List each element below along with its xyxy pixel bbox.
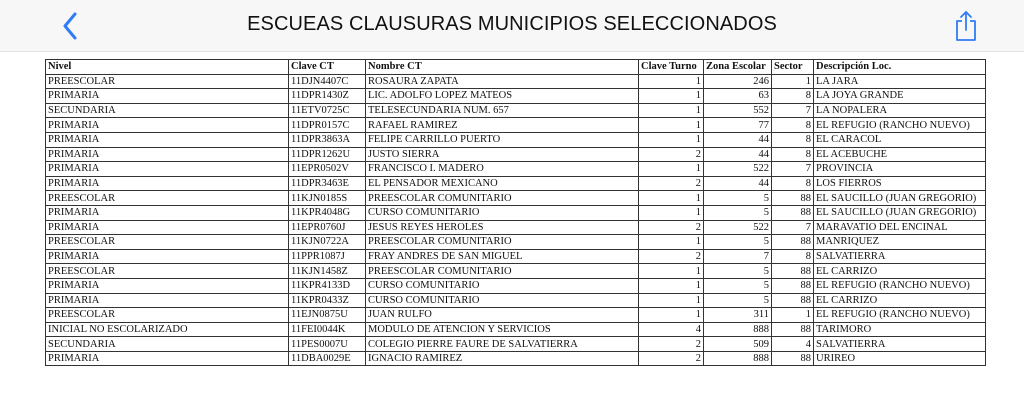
clave-turno-cell: 4 bbox=[639, 322, 704, 337]
table-row bbox=[46, 89, 986, 104]
column-header-zona-escolar: Zona Escolar bbox=[704, 60, 772, 75]
nivel-cell: PREESCOLAR bbox=[46, 264, 289, 279]
sector-cell: 88 bbox=[772, 205, 814, 220]
sector-cell: 1 bbox=[772, 308, 814, 323]
descripcion-loc-cell: SALVATIERRA bbox=[814, 337, 986, 352]
descripcion-loc-cell: EL REFUGIO (RANCHO NUEVO) bbox=[814, 118, 986, 133]
sector-cell: 7 bbox=[772, 162, 814, 177]
nivel-cell: PREESCOLAR bbox=[46, 74, 289, 89]
zona-escolar-cell: 44 bbox=[704, 147, 772, 162]
sector-cell: 8 bbox=[772, 176, 814, 191]
nivel-cell: PRIMARIA bbox=[46, 220, 289, 235]
sector-cell: 8 bbox=[772, 249, 814, 264]
table-row bbox=[46, 191, 986, 206]
clave-turno-cell: 2 bbox=[639, 351, 704, 366]
nivel-cell: PREESCOLAR bbox=[46, 191, 289, 206]
clave-turno-cell: 1 bbox=[639, 278, 704, 293]
zona-escolar-cell: 5 bbox=[704, 278, 772, 293]
table-body bbox=[46, 74, 986, 366]
column-header-sector: Sector bbox=[772, 60, 814, 75]
nivel-cell: PRIMARIA bbox=[46, 162, 289, 177]
nivel-cell: INICIAL NO ESCOLARIZADO bbox=[46, 322, 289, 337]
clave-turno-cell: 2 bbox=[639, 220, 704, 235]
table-header-row bbox=[46, 60, 986, 75]
descripcion-loc-cell: LA JOYA GRANDE bbox=[814, 89, 986, 104]
nombre-ct-cell: JUSTO SIERRA bbox=[366, 147, 639, 162]
zona-escolar-cell: 5 bbox=[704, 205, 772, 220]
nivel-cell: PREESCOLAR bbox=[46, 308, 289, 323]
clave-ct-cell: 11DBA0029E bbox=[289, 351, 366, 366]
zona-escolar-cell: 552 bbox=[704, 103, 772, 118]
nivel-cell: PRIMARIA bbox=[46, 351, 289, 366]
zona-escolar-cell: 522 bbox=[704, 220, 772, 235]
clave-turno-cell: 1 bbox=[639, 308, 704, 323]
column-header-descripcion-loc: Descripción Loc. bbox=[814, 60, 986, 75]
clave-ct-cell: 11DPR3863A bbox=[289, 132, 366, 147]
clave-ct-cell: 11EJN0875U bbox=[289, 308, 366, 323]
zona-escolar-cell: 5 bbox=[704, 293, 772, 308]
clave-ct-cell: 11DPR1430Z bbox=[289, 89, 366, 104]
clave-turno-cell: 1 bbox=[639, 132, 704, 147]
nombre-ct-cell: FELIPE CARRILLO PUERTO bbox=[366, 132, 639, 147]
sector-cell: 7 bbox=[772, 220, 814, 235]
table-row bbox=[46, 205, 986, 220]
page-title: ESCUEAS CLAUSURAS MUNICIPIOS SELECCIONADOS bbox=[247, 13, 777, 35]
sector-cell: 88 bbox=[772, 264, 814, 279]
zona-escolar-cell: 5 bbox=[704, 264, 772, 279]
descripcion-loc-cell: URIREO bbox=[814, 351, 986, 366]
clave-turno-cell: 2 bbox=[639, 147, 704, 162]
descripcion-loc-cell: LOS FIERROS bbox=[814, 176, 986, 191]
clave-ct-cell: 11KJN0185S bbox=[289, 191, 366, 206]
clave-turno-cell: 1 bbox=[639, 235, 704, 250]
zona-escolar-cell: 888 bbox=[704, 351, 772, 366]
descripcion-loc-cell: EL CARRIZO bbox=[814, 293, 986, 308]
clave-ct-cell: 11KPR4048G bbox=[289, 205, 366, 220]
descripcion-loc-cell: MARAVATIO DEL ENCINAL bbox=[814, 220, 986, 235]
sector-cell: 8 bbox=[772, 118, 814, 133]
zona-escolar-cell: 246 bbox=[704, 74, 772, 89]
table-row bbox=[46, 351, 986, 366]
nombre-ct-cell: FRANCISCO I. MADERO bbox=[366, 162, 639, 177]
clave-turno-cell: 1 bbox=[639, 191, 704, 206]
descripcion-loc-cell: EL CARACOL bbox=[814, 132, 986, 147]
clave-turno-cell: 1 bbox=[639, 74, 704, 89]
clave-turno-cell: 2 bbox=[639, 176, 704, 191]
table-row bbox=[46, 74, 986, 89]
nivel-cell: PRIMARIA bbox=[46, 278, 289, 293]
nivel-cell: SECUNDARIA bbox=[46, 103, 289, 118]
table-row bbox=[46, 132, 986, 147]
zona-escolar-cell: 5 bbox=[704, 191, 772, 206]
nivel-cell: PRIMARIA bbox=[46, 89, 289, 104]
zona-escolar-cell: 63 bbox=[704, 89, 772, 104]
table-row bbox=[46, 162, 986, 177]
clave-ct-cell: 11FEI0044K bbox=[289, 322, 366, 337]
clave-turno-cell: 1 bbox=[639, 118, 704, 133]
sector-cell: 88 bbox=[772, 278, 814, 293]
table-row bbox=[46, 235, 986, 250]
nombre-ct-cell: CURSO COMUNITARIO bbox=[366, 293, 639, 308]
table-row bbox=[46, 147, 986, 162]
table-row bbox=[46, 220, 986, 235]
sector-cell: 88 bbox=[772, 351, 814, 366]
share-button[interactable] bbox=[951, 9, 981, 43]
clave-ct-cell: 11KJN1458Z bbox=[289, 264, 366, 279]
sector-cell: 4 bbox=[772, 337, 814, 352]
clave-ct-cell: 11KJN0722A bbox=[289, 235, 366, 250]
sector-cell: 7 bbox=[772, 103, 814, 118]
column-header-nivel: Nivel bbox=[46, 60, 289, 75]
clave-ct-cell: 11KPR4133D bbox=[289, 278, 366, 293]
sector-cell: 88 bbox=[772, 293, 814, 308]
zona-escolar-cell: 5 bbox=[704, 235, 772, 250]
column-header-clave-ct: Clave CT bbox=[289, 60, 366, 75]
nombre-ct-cell: EL PENSADOR MEXICANO bbox=[366, 176, 639, 191]
table-row bbox=[46, 322, 986, 337]
nombre-ct-cell: JUAN RULFO bbox=[366, 308, 639, 323]
nombre-ct-cell: MODULO DE ATENCION Y SERVICIOS bbox=[366, 322, 639, 337]
descripcion-loc-cell: EL REFUGIO (RANCHO NUEVO) bbox=[814, 278, 986, 293]
nombre-ct-cell: IGNACIO RAMIREZ bbox=[366, 351, 639, 366]
nombre-ct-cell: FRAY ANDRES DE SAN MIGUEL bbox=[366, 249, 639, 264]
schools-table bbox=[45, 59, 986, 366]
nombre-ct-cell: COLEGIO PIERRE FAURE DE SALVATIERRA bbox=[366, 337, 639, 352]
clave-ct-cell: 11ETV0725C bbox=[289, 103, 366, 118]
zona-escolar-cell: 311 bbox=[704, 308, 772, 323]
descripcion-loc-cell: TARIMORO bbox=[814, 322, 986, 337]
column-header-clave-turno: Clave Turno bbox=[639, 60, 704, 75]
zona-escolar-cell: 44 bbox=[704, 176, 772, 191]
nombre-ct-cell: CURSO COMUNITARIO bbox=[366, 205, 639, 220]
zona-escolar-cell: 7 bbox=[704, 249, 772, 264]
nivel-cell: PRIMARIA bbox=[46, 249, 289, 264]
sector-cell: 8 bbox=[772, 147, 814, 162]
clave-turno-cell: 1 bbox=[639, 205, 704, 220]
descripcion-loc-cell: SALVATIERRA bbox=[814, 249, 986, 264]
zona-escolar-cell: 888 bbox=[704, 322, 772, 337]
table-row bbox=[46, 293, 986, 308]
clave-ct-cell: 11PPR1087J bbox=[289, 249, 366, 264]
table-row bbox=[46, 337, 986, 352]
table-row bbox=[46, 103, 986, 118]
clave-ct-cell: 11EPR0760J bbox=[289, 220, 366, 235]
nivel-cell: PREESCOLAR bbox=[46, 235, 289, 250]
descripcion-loc-cell: MANRIQUEZ bbox=[814, 235, 986, 250]
sector-cell: 1 bbox=[772, 74, 814, 89]
descripcion-loc-cell: EL ACEBUCHE bbox=[814, 147, 986, 162]
nivel-cell: PRIMARIA bbox=[46, 147, 289, 162]
nivel-cell: PRIMARIA bbox=[46, 118, 289, 133]
descripcion-loc-cell: EL SAUCILLO (JUAN GREGORIO) bbox=[814, 191, 986, 206]
nivel-cell: PRIMARIA bbox=[46, 205, 289, 220]
nombre-ct-cell: CURSO COMUNITARIO bbox=[366, 278, 639, 293]
nombre-ct-cell: LIC. ADOLFO LOPEZ MATEOS bbox=[366, 89, 639, 104]
sector-cell: 88 bbox=[772, 322, 814, 337]
zona-escolar-cell: 522 bbox=[704, 162, 772, 177]
clave-ct-cell: 11KPR0433Z bbox=[289, 293, 366, 308]
zona-escolar-cell: 77 bbox=[704, 118, 772, 133]
column-header-nombre-ct: Nombre CT bbox=[366, 60, 639, 75]
descripcion-loc-cell: EL CARRIZO bbox=[814, 264, 986, 279]
table-row bbox=[46, 176, 986, 191]
nombre-ct-cell: PREESCOLAR COMUNITARIO bbox=[366, 191, 639, 206]
descripcion-loc-cell: LA JARA bbox=[814, 74, 986, 89]
nivel-cell: SECUNDARIA bbox=[46, 337, 289, 352]
clave-ct-cell: 11DPR0157C bbox=[289, 118, 366, 133]
clave-turno-cell: 1 bbox=[639, 103, 704, 118]
table-row bbox=[46, 264, 986, 279]
clave-ct-cell: 11DPR1262U bbox=[289, 147, 366, 162]
clave-turno-cell: 1 bbox=[639, 293, 704, 308]
nivel-cell: PRIMARIA bbox=[46, 132, 289, 147]
sector-cell: 8 bbox=[772, 132, 814, 147]
table-row bbox=[46, 278, 986, 293]
sector-cell: 88 bbox=[772, 235, 814, 250]
descripcion-loc-cell: LA NOPALERA bbox=[814, 103, 986, 118]
nombre-ct-cell: TELESECUNDARIA NUM. 657 bbox=[366, 103, 639, 118]
clave-turno-cell: 1 bbox=[639, 162, 704, 177]
clave-turno-cell: 2 bbox=[639, 337, 704, 352]
table-row bbox=[46, 249, 986, 264]
clave-ct-cell: 11DPR3463E bbox=[289, 176, 366, 191]
document-view[interactable] bbox=[45, 59, 985, 366]
sector-cell: 8 bbox=[772, 89, 814, 104]
zona-escolar-cell: 509 bbox=[704, 337, 772, 352]
share-icon bbox=[954, 10, 978, 42]
clave-ct-cell: 11DJN4407C bbox=[289, 74, 366, 89]
nombre-ct-cell: PREESCOLAR COMUNITARIO bbox=[366, 264, 639, 279]
clave-turno-cell: 2 bbox=[639, 249, 704, 264]
clave-ct-cell: 11PES0007U bbox=[289, 337, 366, 352]
clave-turno-cell: 1 bbox=[639, 264, 704, 279]
descripcion-loc-cell: PROVINCIA bbox=[814, 162, 986, 177]
nombre-ct-cell: RAFAEL RAMIREZ bbox=[366, 118, 639, 133]
descripcion-loc-cell: EL REFUGIO (RANCHO NUEVO) bbox=[814, 308, 986, 323]
nombre-ct-cell: PREESCOLAR COMUNITARIO bbox=[366, 235, 639, 250]
table-row bbox=[46, 118, 986, 133]
sector-cell: 88 bbox=[772, 191, 814, 206]
nombre-ct-cell: JESUS REYES HEROLES bbox=[366, 220, 639, 235]
descripcion-loc-cell: EL SAUCILLO (JUAN GREGORIO) bbox=[814, 205, 986, 220]
nivel-cell: PRIMARIA bbox=[46, 293, 289, 308]
clave-turno-cell: 1 bbox=[639, 89, 704, 104]
nivel-cell: PRIMARIA bbox=[46, 176, 289, 191]
navigation-bar bbox=[0, 0, 1024, 52]
zona-escolar-cell: 44 bbox=[704, 132, 772, 147]
nombre-ct-cell: ROSAURA ZAPATA bbox=[366, 74, 639, 89]
table-row bbox=[46, 308, 986, 323]
clave-ct-cell: 11EPR0502V bbox=[289, 162, 366, 177]
